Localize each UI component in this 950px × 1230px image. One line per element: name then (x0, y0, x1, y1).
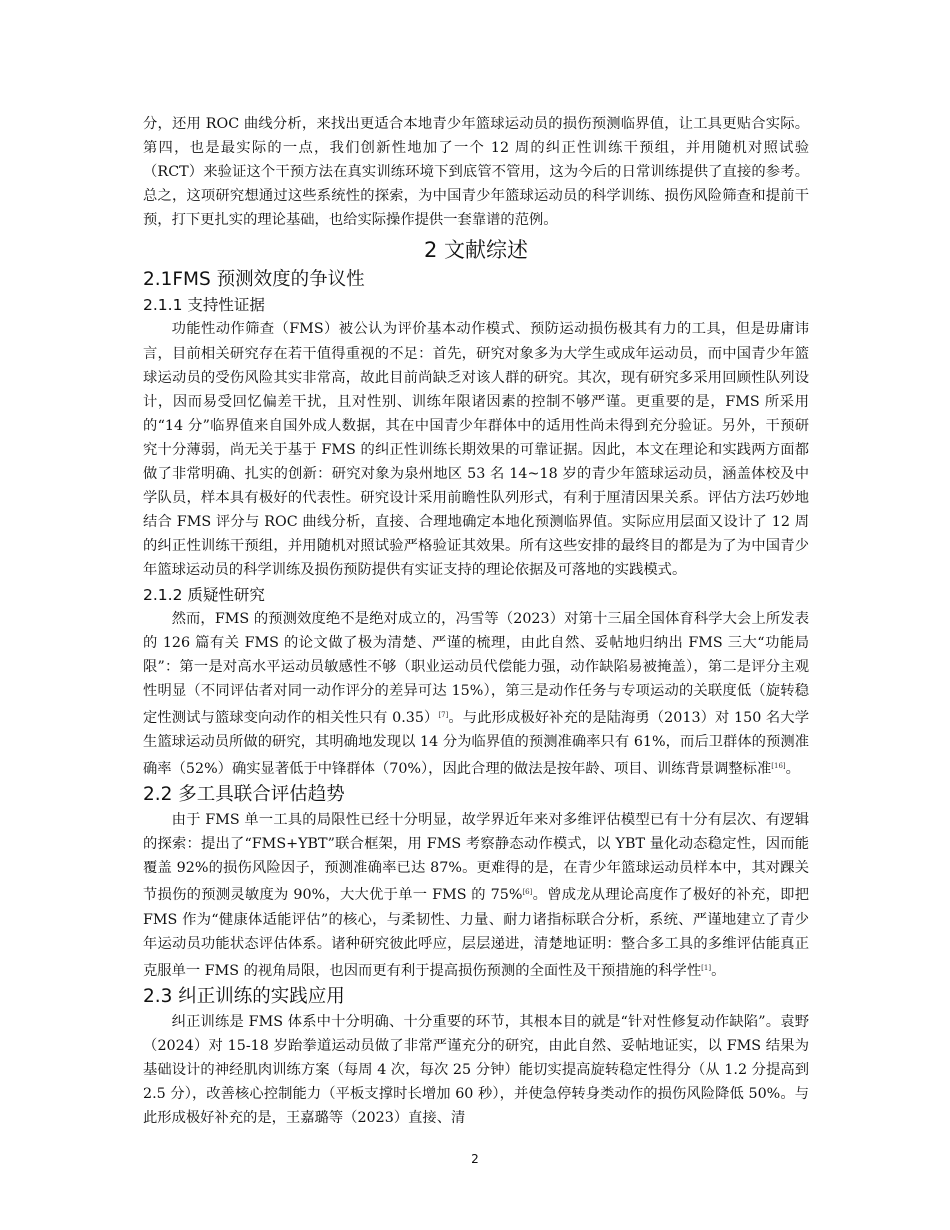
text-run: 。与此形成极好补充的是陆海勇（2013）对 150 名大学生篮球运动员所做的研究，其明确地发现以 14 分为临界值的预测准确率只有 61%，而后卫群体的预测准确率（52%）确实显著低于中锋群体（70%），因此合理的做法是按年龄、项目、训练背景调整标准 (143, 709, 809, 778)
text-run: 。 (711, 962, 726, 979)
text-run: 。 (785, 761, 800, 778)
heading-2-1-2: 2.1.2 质疑性研究 (143, 585, 265, 604)
citation-ref: [1] (701, 963, 712, 972)
intro-paragraph: 分，还用 ROC 曲线分析，来找出更适合本地青少年篮球运动员的损伤预测临界值，让工具更贴合实际。第四，也是最实际的一点，我们创新性地加了一个 12 周的纠正性训练干预组，并用随机对照试验（RCT）来验证这个干预方法在真实训练环境下到底管不管用，这为今后的日常训练提供了直接的参考。总之，这项研究想通过这些系统性的探索，为中国青少年篮球运动员的科学训练、损伤风险筛查和提前干预，打下更扎实的理论基础，也给实际操作提供一套靠谱的范例。 (143, 116, 809, 229)
section-title: 2 文献综述 (423, 238, 529, 263)
citation-ref: [6] (522, 888, 533, 897)
paragraph-2-1-1: 功能性动作筛查（FMS）被公认为评价基本动作模式、预防运动损伤极其有力的工具，但是毋庸讳言，目前相关研究存在若干值得重视的不足：首先，研究对象多为大学生或成年运动员，而中国青少年篮球运动员的受伤风险其实非常高，故此目前尚缺乏对该人群的研究。其次，现有研究多采用回顾性队列设计，因而易受回忆偏差干扰，且对性别、训练年限诸因素的控制不够严谨。更重要的是，FMS 所采用的“14 分”临界值来自国外成人数据，其在中国青少年群体中的适用性尚未得到充分验证。另外，干预研究十分薄弱，尚无关于基于 FMS 的纠正性训练长期效果的可靠证据。因此，本文在理论和实践两方面都做了非常明确、扎实的创新：研究对象为泉州地区 53 名 14~18 岁的青少年篮球运动员，涵盖体校及中学队员，样本具有极好的代表性。研究设计采用前瞻性队列形式，有利于厘清因果关系。评估方法巧妙地结合 FMS 评分与 ROC 曲线分析，直接、合理地确定本地化预测临界值。实际应用层面又设计了 12 周的纠正性训练干预组，并用随机对照试验严格验证其效果。所有这些安排的最终目的都是为了为中国青少年篮球运动员的科学训练及损伤预防提供有实证支持的理论依据及可落地的实践模式。 (143, 321, 809, 579)
heading-2-1: 2.1FMS 预测效度的争议性 (143, 269, 365, 291)
text-run: 。曾成龙从理论高度作了极好的补充，即把 FMS 作为“健康体适能评估”的核心，与柔韧性、力量、耐力诸指标联合分析，系统、严谨地建立了青少年运动员功能状态评估体系。诸种研究彼此呼应，层层递进，清楚地证明：整合多工具的多维评估能真正克服单一 FMS 的视角局限，也因而更有利于提高损伤预测的全面性及干预措施的科学性 (143, 887, 809, 979)
page-number: 2 (471, 1152, 479, 1166)
paragraph-2-2 (143, 808, 809, 983)
citation-ref: [16] (771, 762, 786, 771)
text-run: 由于 FMS 单一工具的局限性已经十分明显，故学界近年来对多维评估模型已有十分有层次、有逻辑的探索：提出了“FMS+YBT”联合框架，用 FMS 考察静态动作模式，以 YBT 量化动态稳定性，因而能覆盖 92%的损伤风险因子，预测准确率已达 87%。更难得的是，在青少年篮球运动员样本中，其对踝关节损伤的预测灵敏度为 90%，大大优于单一 FMS 的 75% (143, 812, 809, 904)
citation-ref: [7] (438, 710, 449, 719)
heading-2-2: 2.2 多工具联合评估趋势 (143, 784, 345, 806)
page-content (143, 112, 809, 1130)
text-run: 然而，FMS 的预测效度绝不是绝对成立的，冯雪等（2023）对第十三届全国体育科学大会上所发表的 126 篇有关 FMS 的论文做了极为清楚、严谨的梳理，由此自然、妥帖地归纳出 FMS 三大“功能局限”：第一是对高水平运动员敏感性不够（职业运动员代偿能力强，动作缺陷易被掩盖），第二是评分主观性明显（不同评估者对同一动作评分的差异可达 15%），第三是动作任务与专项运动的关联度低（旋转稳定性测试与篮球变向动作的相关性只有 0.35） (143, 610, 809, 726)
heading-2-1-1: 2.1.1 支持性证据 (143, 296, 265, 315)
paragraph-2-1-2 (143, 607, 809, 782)
paragraph-2-3: 纠正训练是 FMS 体系中十分明确、十分重要的环节，其根本目的就是“针对性修复动作缺陷”。袁野（2024）对 15-18 岁跆拳道运动员做了非常严谨充分的研究，由此自然、妥帖地证实，以 FMS 结果为基础设计的神经肌肉训练方案（每周 4 次，每次 25 分钟）能切实提高旋转稳定性得分（从 1.2 分提高到 2.5 分），改善核心控制能力（平板支撑时长增加 60 秒），并使急停转身类动作的损伤风险降低 50%。与此形成极好补充的是，王嘉璐等（2023）直接、清 (143, 1013, 809, 1127)
heading-2-3: 2.3 纠正训练的实践应用 (143, 985, 345, 1007)
